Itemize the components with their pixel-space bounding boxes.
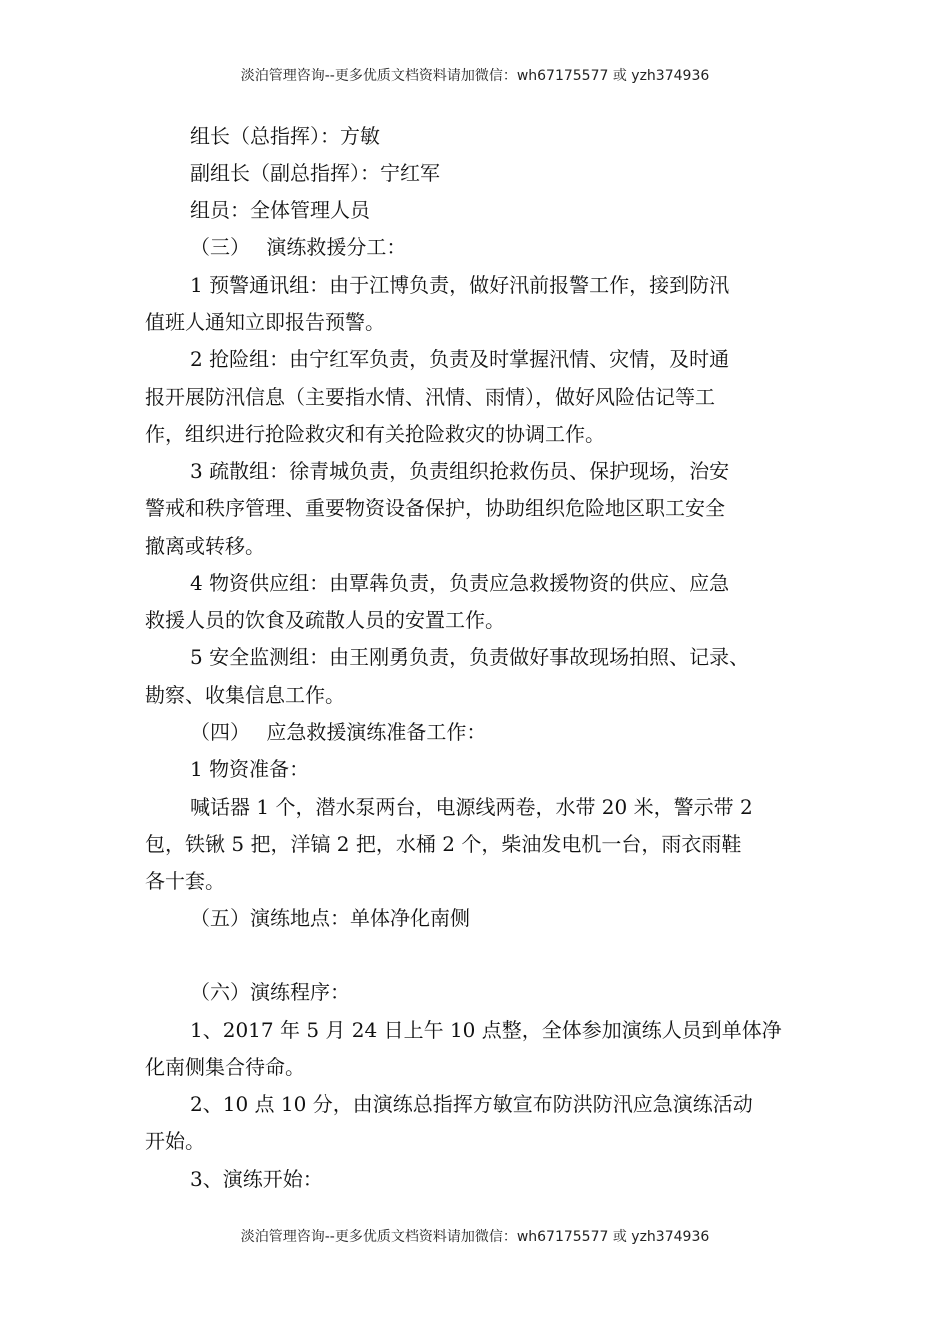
- group3-line-2: 警戒和秩序管理、重要物资设备保护，协助组织危险地区职工安全: [145, 496, 725, 520]
- materials-line-2: 包，铁锹 5 把，洋镐 2 把，水桶 2 个，柴油发电机一台，雨衣雨鞋: [145, 832, 742, 856]
- group2-line-1: 2 抢险组：由宁红军负责，负责及时掌握汛情、灾情，及时通: [190, 347, 730, 371]
- members-line: 组员：全体管理人员: [190, 198, 370, 222]
- group3-line-1: 3 疏散组：徐青城负责，负责组织抢救伤员、保护现场，治安: [190, 459, 730, 483]
- group2-line-3: 作，组织进行抢险救灾和有关抢险救灾的协调工作。: [145, 422, 605, 446]
- materials-line-1: 喊话器 1 个，潜水泵两台，电源线两卷，水带 20 米，警示带 2: [190, 795, 753, 819]
- materials-line-3: 各十套。: [145, 869, 225, 893]
- group4-line-1: 4 物资供应组：由覃犇负责，负责应急救援物资的供应、应急: [190, 571, 730, 595]
- step1-line-1: 1、2017 年 5 月 24 日上午 10 点整，全体参加演练人员到单体净: [190, 1018, 782, 1042]
- group5-line-2: 勘察、收集信息工作。: [145, 683, 345, 707]
- leader-line: 组长（总指挥）：方敏: [190, 124, 380, 148]
- step2-line-1: 2、10 点 10 分，由演练总指挥方敏宣布防洪防汛应急演练活动: [190, 1092, 753, 1116]
- page-header: 淡泊管理咨询--更多优质文档资料请加微信：wh67175577 或 yzh374936: [240, 68, 710, 84]
- group1-line-1: 1 预警通讯组：由于江博负责，做好汛前报警工作，接到防汛: [190, 273, 730, 297]
- step3-line: 3、演练开始：: [190, 1167, 323, 1191]
- step2-line-2: 开始。: [145, 1129, 205, 1153]
- group2-line-2: 报开展防汛信息（主要指水情、汛情、雨情），做好风险估记等工: [145, 385, 715, 409]
- section-5-line: （五）演练地点：单体净化南侧: [190, 906, 470, 930]
- group4-line-2: 救援人员的饮食及疏散人员的安置工作。: [145, 608, 505, 632]
- group1-line-2: 值班人通知立即报告预警。: [145, 310, 385, 334]
- group5-line-1: 5 安全监测组：由王刚勇负责，负责做好事故现场拍照、记录、: [190, 645, 750, 669]
- section-6-heading: （六）演练程序：: [190, 980, 350, 1004]
- page-footer: 淡泊管理咨询--更多优质文档资料请加微信：wh67175577 或 yzh374936: [240, 1229, 710, 1245]
- deputy-leader-line: 副组长（副总指挥）：宁红军: [190, 161, 440, 185]
- section-4-heading: （四） 应急救援演练准备工作：: [190, 720, 487, 744]
- materials-heading: 1 物资准备：: [190, 757, 310, 781]
- section-3-heading: （三） 演练救援分工：: [190, 235, 407, 259]
- group3-line-3: 撤离或转移。: [145, 534, 265, 558]
- step1-line-2: 化南侧集合待命。: [145, 1055, 305, 1079]
